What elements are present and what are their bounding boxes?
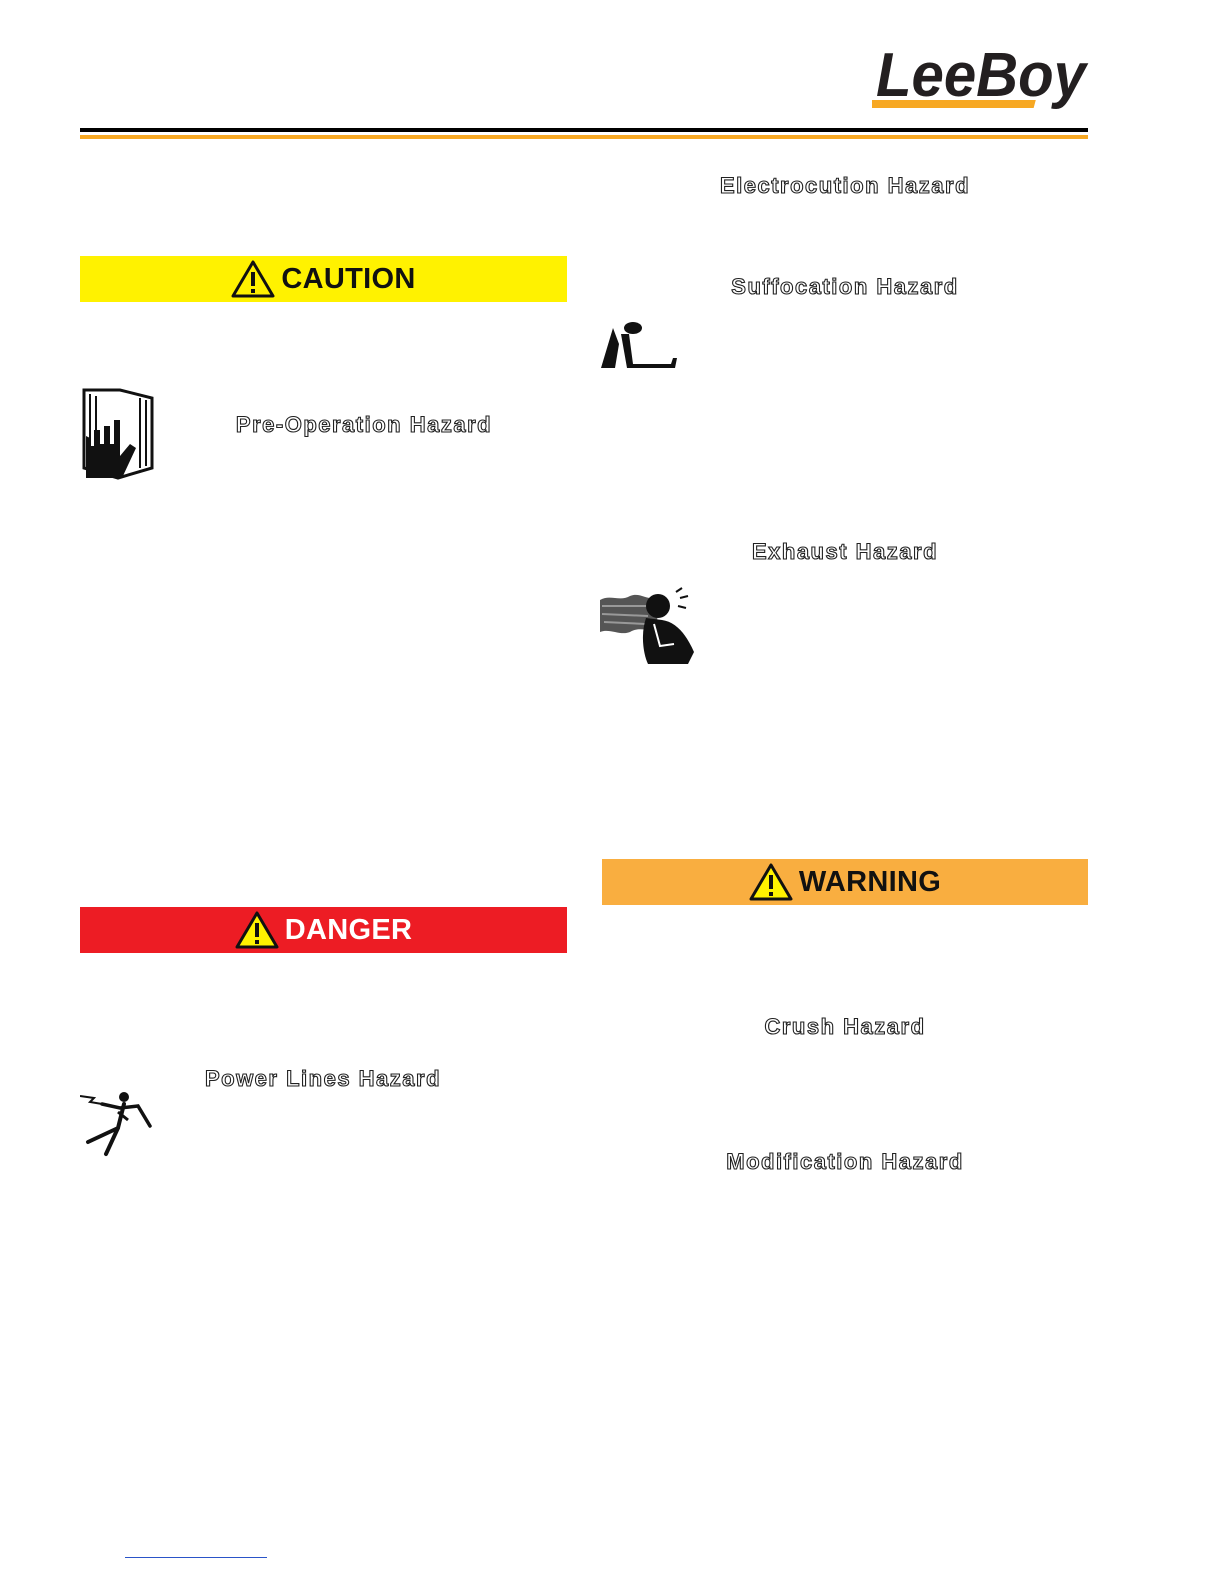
- exhaust-hazard-title: Exhaust Hazard: [751, 539, 939, 564]
- suffocation-hazard-title: Suffocation Hazard: [731, 274, 959, 299]
- warning-banner: [602, 859, 1088, 905]
- crush-hazard-title: Crush Hazard: [764, 1014, 926, 1039]
- suffocation-icon: [601, 320, 679, 370]
- header-rule-orange: [80, 135, 1088, 139]
- power-lines-hazard-title: Power Lines Hazard: [204, 1066, 442, 1091]
- header-rule-black: [80, 128, 1088, 132]
- footer-link-underline[interactable]: [125, 1557, 267, 1558]
- caution-banner: [80, 256, 567, 302]
- read-manual-icon: [80, 388, 156, 480]
- danger-label: DANGER: [284, 913, 413, 946]
- leeboy-logo: [872, 32, 1092, 120]
- warning-triangle-icon: [235, 911, 279, 949]
- caution-label: CAUTION: [281, 262, 416, 295]
- pre-operation-hazard-title: Pre-Operation Hazard: [235, 412, 493, 437]
- warning-triangle-icon: [749, 863, 793, 901]
- electric-shock-person-icon: [80, 1090, 154, 1158]
- warning-label: WARNING: [798, 865, 942, 898]
- electrocution-hazard-title: Electrocution Hazard: [719, 173, 971, 198]
- modification-hazard-title: Modification Hazard: [726, 1149, 964, 1174]
- leeboy-logo-mark: [872, 32, 1092, 120]
- danger-banner: [80, 907, 567, 953]
- exhaust-fumes-icon: [600, 586, 694, 664]
- warning-triangle-icon: [231, 260, 275, 298]
- logo-text: LeeBoy: [876, 41, 1090, 110]
